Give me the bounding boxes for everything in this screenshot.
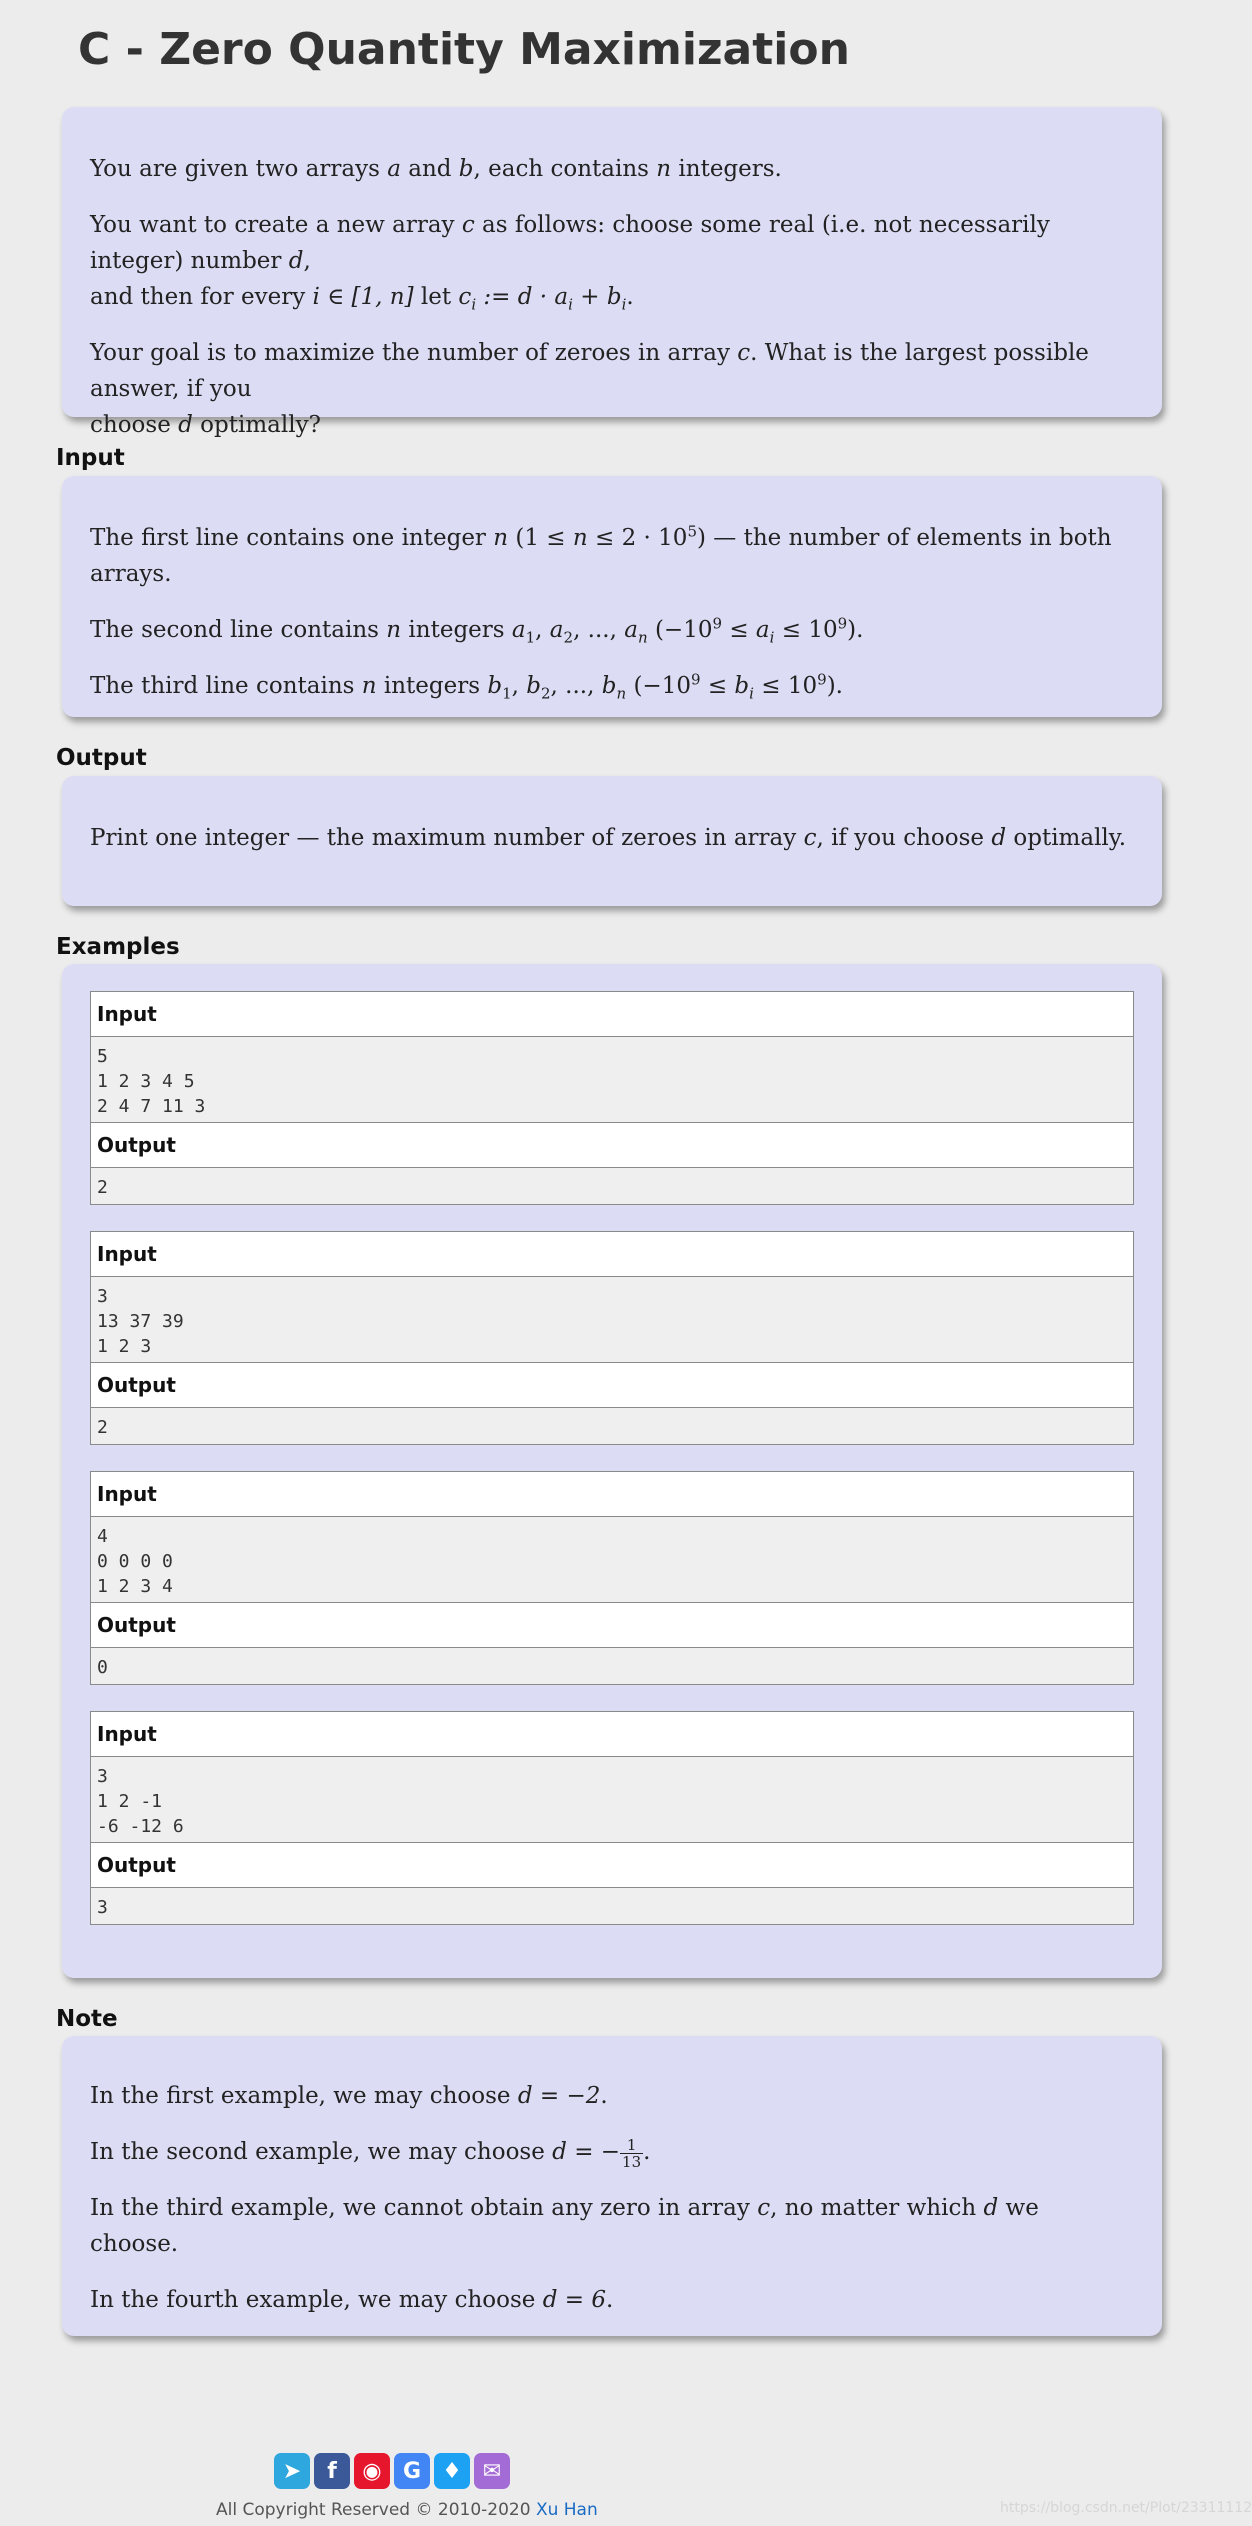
- math-sup: 9: [712, 614, 723, 633]
- math-sub: i: [621, 295, 627, 314]
- text: optimally?: [192, 412, 321, 438]
- example-output-header: Output: [91, 1843, 1133, 1888]
- example-4: [90, 1711, 1134, 1925]
- text: as follows: choose some real (i.e. not necessarily integer) number: [90, 212, 1050, 274]
- text: In the third example, we cannot obtain any zero in array: [90, 2195, 758, 2221]
- text: and: [400, 156, 459, 182]
- text: ,: [535, 617, 550, 643]
- text: .: [605, 2287, 614, 2313]
- email-icon-glyph: ✉: [482, 2458, 502, 2484]
- math-sub: i: [471, 295, 477, 314]
- math-b: b: [458, 156, 474, 182]
- note-heading: Note: [56, 2006, 118, 2032]
- text: In the fourth example, we may choose: [90, 2287, 543, 2313]
- watermark: https://blog.csdn.net/Plot/23311112: [1000, 2500, 1252, 2516]
- math-sub: 2: [563, 628, 574, 647]
- weibo-icon-glyph: ◉: [362, 2458, 382, 2484]
- math-sub: 2: [541, 684, 551, 703]
- example-input[interactable]: 5 1 2 3 4 5 2 4 7 11 3: [91, 1037, 1133, 1123]
- math-n: n: [361, 673, 377, 699]
- text: , no matter which: [770, 2195, 984, 2221]
- fraction-denominator: 13: [622, 2152, 642, 2171]
- examples-heading: Examples: [56, 934, 180, 960]
- example-1: [90, 991, 1134, 1205]
- text: we choose.: [90, 2195, 1039, 2257]
- text: integers.: [671, 156, 782, 182]
- math: d = −: [552, 2139, 621, 2165]
- example-output[interactable]: 2: [91, 1168, 1133, 1204]
- example-output[interactable]: 2: [91, 1408, 1133, 1444]
- text: integers: [401, 617, 512, 643]
- math-b: b: [734, 673, 750, 699]
- math-b: b: [487, 673, 503, 699]
- output-heading: Output: [56, 745, 147, 771]
- telegram-icon[interactable]: [274, 2453, 310, 2489]
- math-sub: n: [616, 684, 627, 703]
- email-icon[interactable]: [474, 2453, 510, 2489]
- share-icons: [274, 2453, 510, 2489]
- note-panel: [62, 2036, 1162, 2336]
- math-sub: 1: [502, 684, 512, 703]
- example-input[interactable]: 3 13 37 39 1 2 3: [91, 1277, 1133, 1363]
- math: d = −2: [517, 2083, 601, 2109]
- statement-panel: [62, 107, 1162, 438]
- math-a: a: [624, 617, 638, 643]
- note-line-1: [90, 2078, 1134, 2114]
- math-d: d: [983, 2195, 999, 2221]
- input-line-1: [90, 520, 1134, 592]
- math-formula: + b: [572, 284, 622, 310]
- example-input-header: Input: [91, 1472, 1133, 1517]
- text: , each contains: [473, 156, 657, 182]
- google-icon-glyph: G: [402, 2458, 422, 2484]
- example-input-header: Input: [91, 992, 1133, 1037]
- math: d = 6: [542, 2287, 606, 2313]
- text: The second line contains: [90, 617, 387, 643]
- page-title: C - Zero Quantity Maximization: [78, 24, 850, 75]
- output-line-1: [90, 820, 1134, 856]
- math-d: d: [178, 412, 193, 438]
- statement-p2: [90, 207, 1134, 315]
- note-line-2: [90, 2134, 1134, 2170]
- math: (−10: [647, 617, 713, 643]
- text: ,: [511, 673, 527, 699]
- text: You want to create a new array: [90, 212, 462, 238]
- math-n: n: [572, 525, 588, 551]
- facebook-icon[interactable]: [314, 2453, 350, 2489]
- telegram-icon-glyph: ➤: [282, 2458, 302, 2484]
- note-line-3: [90, 2190, 1134, 2262]
- math-formula: := d · a: [476, 284, 569, 310]
- text: In the second example, we may choose: [90, 2139, 553, 2165]
- math: ≤ 10: [753, 673, 818, 699]
- math-c: c: [757, 2195, 771, 2221]
- math-a: a: [755, 617, 770, 643]
- example-output-header: Output: [91, 1123, 1133, 1168]
- copyright-text: All Copyright Reserved © 2010-2020: [216, 2500, 536, 2520]
- math-a: a: [511, 617, 526, 643]
- math: (−10: [626, 673, 691, 699]
- input-line-2: [90, 612, 1134, 648]
- note-line-4: [90, 2282, 1134, 2318]
- math-a: a: [549, 617, 564, 643]
- facebook-icon-glyph: f: [327, 2458, 337, 2484]
- math-c: c: [803, 825, 817, 851]
- copyright: [216, 2500, 598, 2520]
- math: ≤ 10: [774, 617, 838, 643]
- example-output-header: Output: [91, 1363, 1133, 1408]
- math-b: b: [526, 673, 541, 699]
- math: ≤: [722, 617, 756, 643]
- example-output[interactable]: 3: [91, 1888, 1133, 1924]
- text: In the first example, we may choose: [90, 2083, 518, 2109]
- text: ).: [847, 617, 864, 643]
- text: Print one integer — the maximum number of zeroes in array: [90, 825, 804, 851]
- math-n: n: [386, 617, 402, 643]
- math-d: d: [288, 248, 304, 274]
- output-panel: [62, 776, 1162, 906]
- math: ≤: [700, 673, 735, 699]
- math-sub: i: [568, 295, 573, 314]
- text: ) — the number of elements in both arrays.: [90, 525, 1112, 587]
- math-d: d: [991, 825, 1007, 851]
- text: integers: [376, 673, 488, 699]
- math-sup: 9: [837, 614, 848, 633]
- text: . What is the largest possible answer, if you: [90, 340, 1089, 402]
- text: The first line contains one integer: [90, 525, 494, 551]
- input-panel: [62, 476, 1162, 717]
- fraction: [620, 2137, 643, 2170]
- example-input-header: Input: [91, 1712, 1133, 1757]
- text: The third line contains: [90, 673, 362, 699]
- text: You are given two arrays: [90, 156, 388, 182]
- google-icon[interactable]: [394, 2453, 430, 2489]
- example-input[interactable]: 3 1 2 -1 -6 -12 6: [91, 1757, 1133, 1843]
- statement-p3: [90, 335, 1134, 443]
- text: optimally.: [1006, 825, 1127, 851]
- text: Your goal is to maximize the number of zeroes in array: [90, 340, 738, 366]
- input-heading: Input: [56, 445, 125, 471]
- statement-p1: [90, 151, 1134, 187]
- twitter-icon-glyph: ♦: [442, 2458, 462, 2484]
- math: (1 ≤: [508, 525, 573, 551]
- math-range: i ∈ [1, n]: [312, 284, 414, 310]
- text: .: [643, 2139, 651, 2165]
- math-sub: i: [749, 684, 754, 703]
- author-link[interactable]: Xu Han: [535, 2500, 598, 2520]
- math-c: c: [458, 284, 472, 310]
- math-n: n: [493, 525, 509, 551]
- example-output-header: Output: [91, 1603, 1133, 1648]
- math-c: c: [461, 212, 475, 238]
- math-a: a: [387, 156, 401, 182]
- math-sup: 9: [817, 670, 827, 689]
- math-sub: n: [637, 628, 648, 647]
- text: choose: [90, 412, 179, 438]
- math-c: c: [737, 340, 751, 366]
- text: , ...,: [550, 673, 602, 699]
- text: .: [626, 284, 634, 310]
- text: ).: [826, 673, 843, 699]
- math-sub: 1: [525, 628, 536, 647]
- math-sup: 5: [687, 522, 697, 541]
- text: , if you choose: [816, 825, 992, 851]
- example-2: [90, 1231, 1134, 1445]
- math-b: b: [601, 673, 617, 699]
- math-sup: 9: [690, 670, 701, 689]
- weibo-icon[interactable]: [354, 2453, 390, 2489]
- input-line-3: [90, 668, 1134, 704]
- example-input[interactable]: 4 0 0 0 0 1 2 3 4: [91, 1517, 1133, 1603]
- math-n: n: [656, 156, 672, 182]
- example-input-header: Input: [91, 1232, 1133, 1277]
- text: and then for every: [90, 284, 313, 310]
- math: ≤ 2 · 10: [587, 525, 688, 551]
- fraction-numerator: 1: [620, 2137, 643, 2154]
- example-3: [90, 1471, 1134, 1685]
- math-sub: i: [769, 628, 775, 647]
- twitter-icon[interactable]: [434, 2453, 470, 2489]
- example-output[interactable]: 0: [91, 1648, 1133, 1684]
- text: ,: [303, 248, 311, 274]
- text: let: [413, 284, 459, 310]
- text: , ...,: [573, 617, 625, 643]
- text: .: [600, 2083, 608, 2109]
